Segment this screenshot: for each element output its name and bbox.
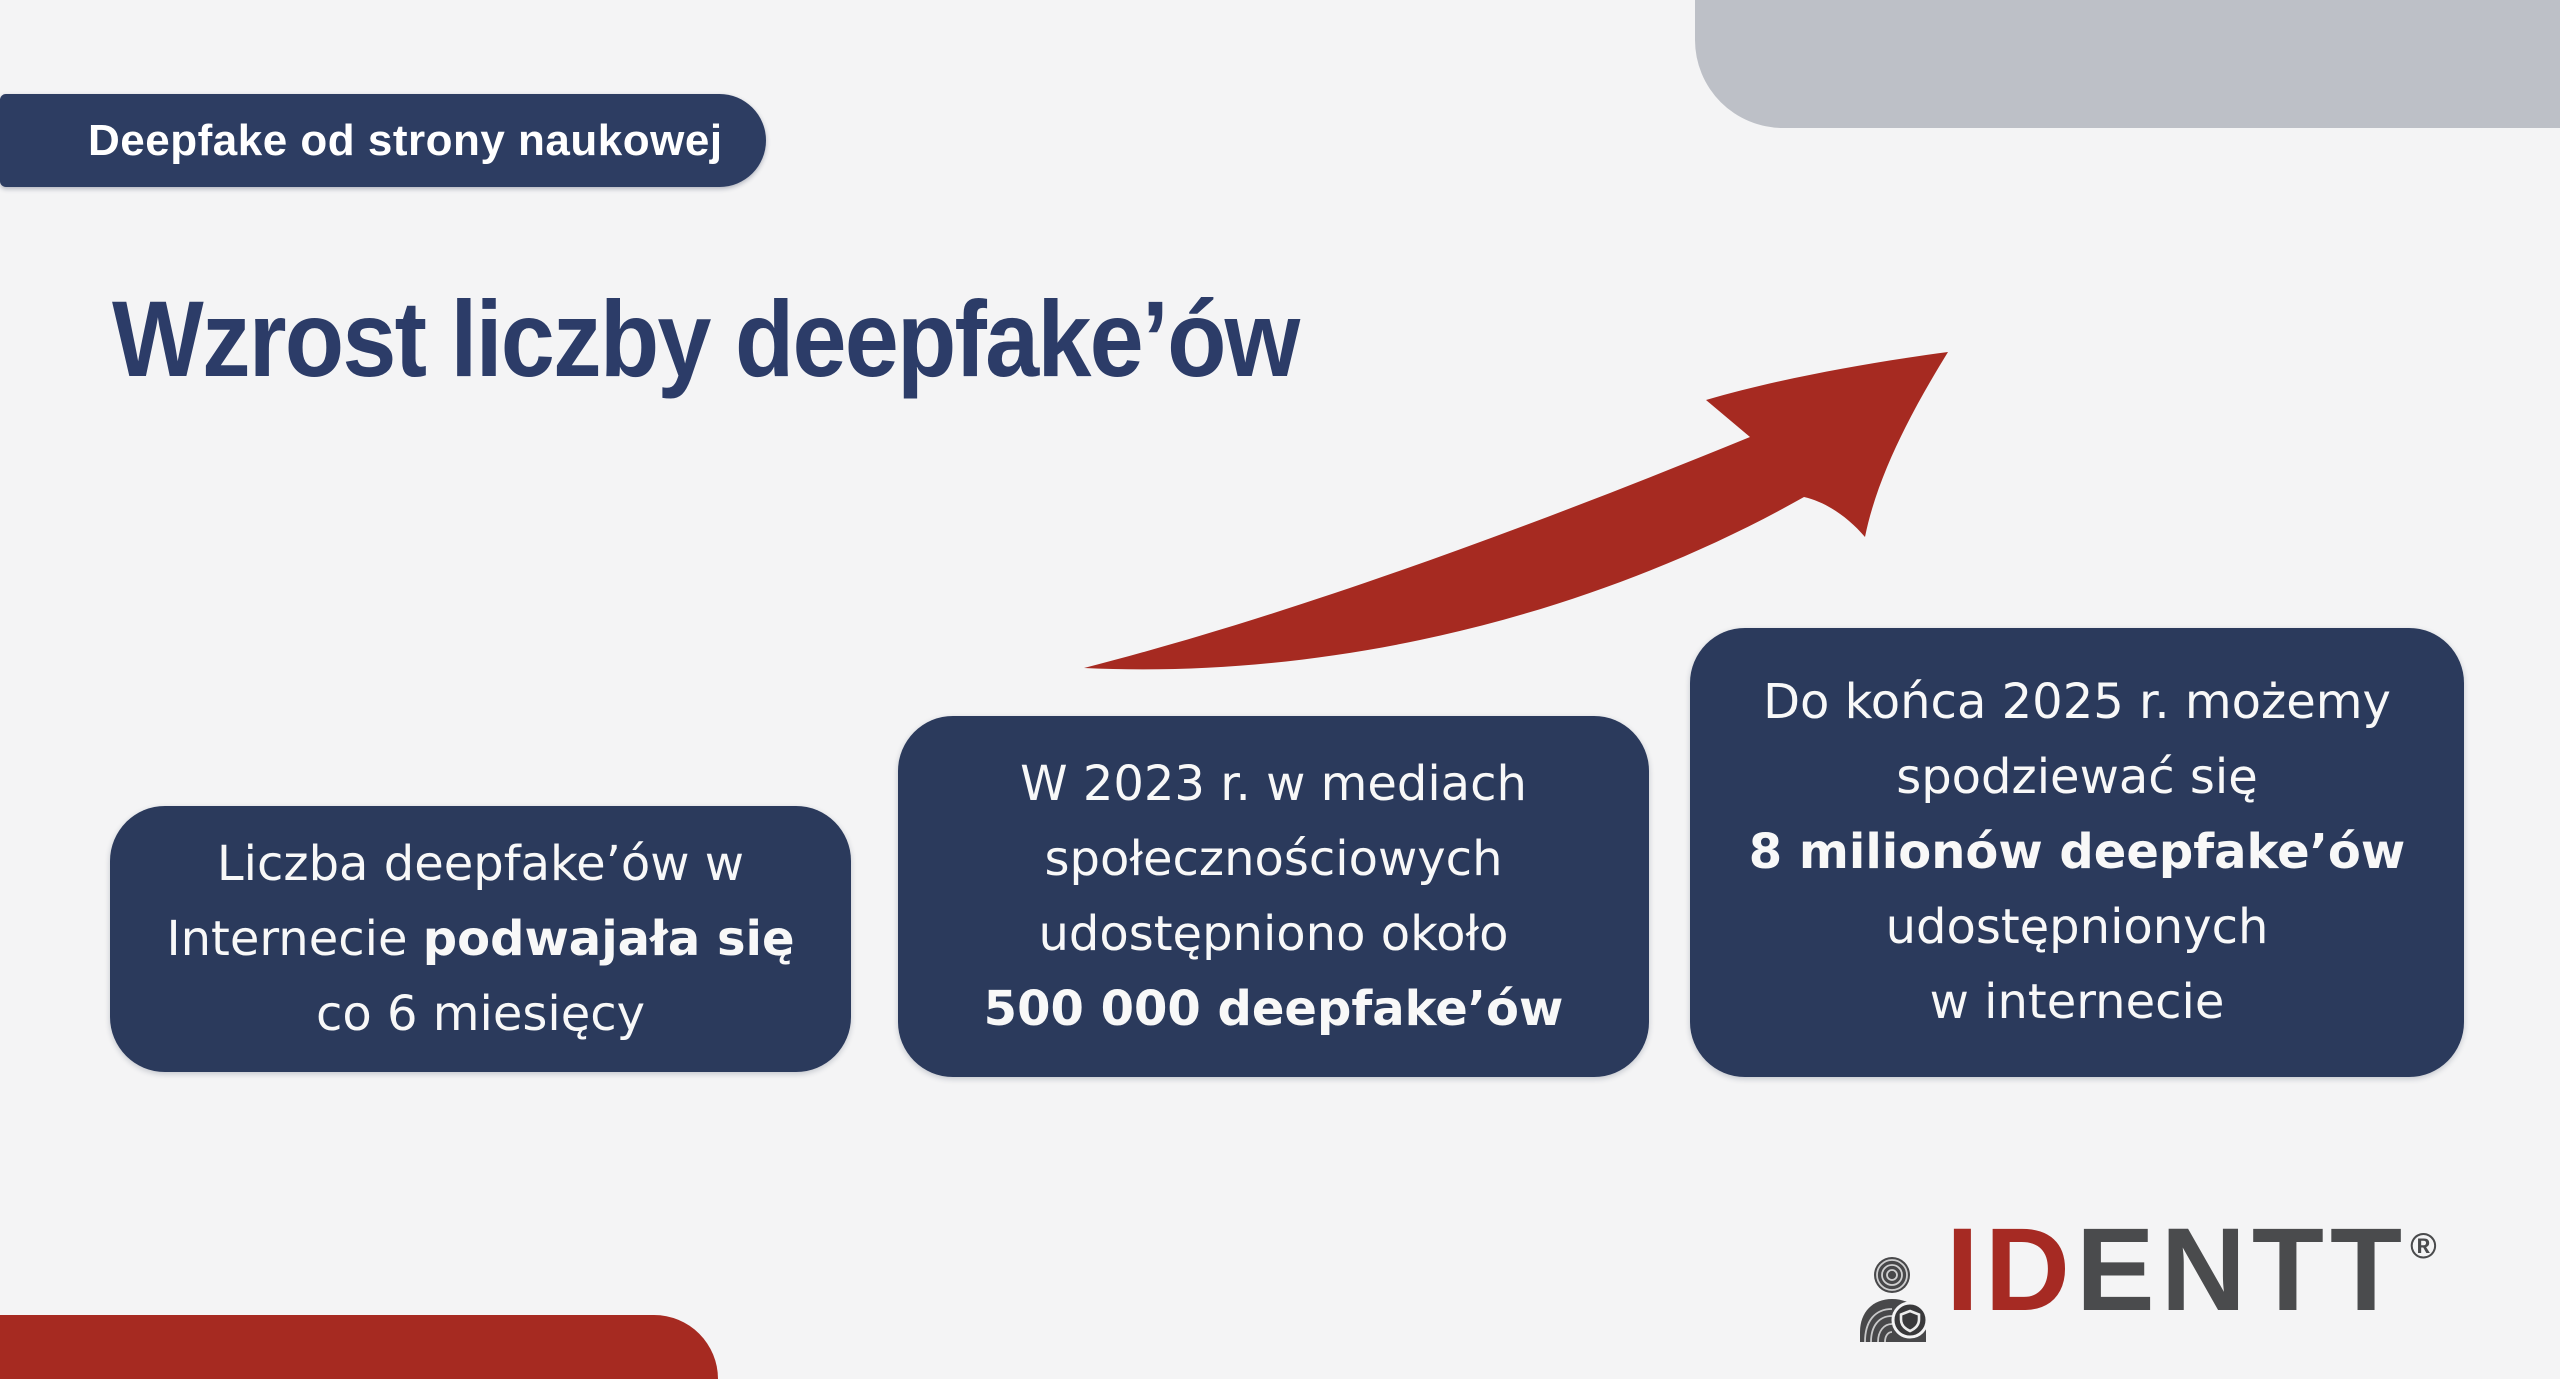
growth-arrow-icon <box>1078 342 1958 677</box>
stat-text: co 6 miesięcy <box>315 985 646 1042</box>
corner-decoration-gray <box>1695 0 2560 128</box>
identt-logo <box>1858 1204 2437 1342</box>
stat-line <box>1886 890 2269 965</box>
stat-text: udostępnionych <box>1885 899 2269 955</box>
fingerprint-person-shield-icon <box>1858 1254 1930 1342</box>
stat-text: w internecie <box>1929 974 2225 1030</box>
registered-mark: ® <box>2410 1225 2437 1266</box>
stat-text-bold: podwajała się <box>422 910 795 967</box>
stat-text: Internecie <box>166 910 423 967</box>
stat-line <box>1045 822 1503 897</box>
wordmark-entt: ENTT <box>2076 1204 2409 1336</box>
stat-line <box>166 902 794 977</box>
stat-text-bold: 8 milionów deepfake’ów <box>1748 824 2406 880</box>
identt-wordmark <box>1946 1204 2437 1342</box>
stat-text: udostępniono około <box>1038 905 1509 962</box>
stat-line <box>217 827 744 902</box>
stat-text-bold: 500 000 deepfake’ów <box>983 980 1564 1037</box>
kicker-badge-label: Deepfake od strony naukowej <box>88 115 723 165</box>
stat-card-doubling <box>110 806 851 1072</box>
stat-text: W 2023 r. w mediach <box>1020 755 1527 812</box>
stat-line <box>1896 740 2258 815</box>
stat-card-2025 <box>1690 628 2464 1077</box>
stat-line <box>984 972 1564 1047</box>
stat-line <box>1038 897 1508 972</box>
stat-line <box>1749 815 2406 890</box>
stat-text: spodziewać się <box>1896 749 2258 805</box>
stat-text: Do końca 2025 r. możemy <box>1763 674 2391 730</box>
stat-text: społecznościowych <box>1044 830 1503 887</box>
stat-line <box>1930 965 2225 1040</box>
stat-line <box>316 977 645 1052</box>
stat-text: Liczba deepfake’ów w <box>216 835 745 892</box>
stat-card-2023 <box>898 716 1649 1077</box>
kicker-badge <box>0 94 766 187</box>
stat-line <box>1020 747 1527 822</box>
corner-decoration-red <box>0 1315 718 1379</box>
stat-line <box>1763 665 2391 740</box>
wordmark-id: ID <box>1946 1204 2076 1336</box>
page-title: Wzrost liczby deepfake’ów <box>112 278 1299 399</box>
